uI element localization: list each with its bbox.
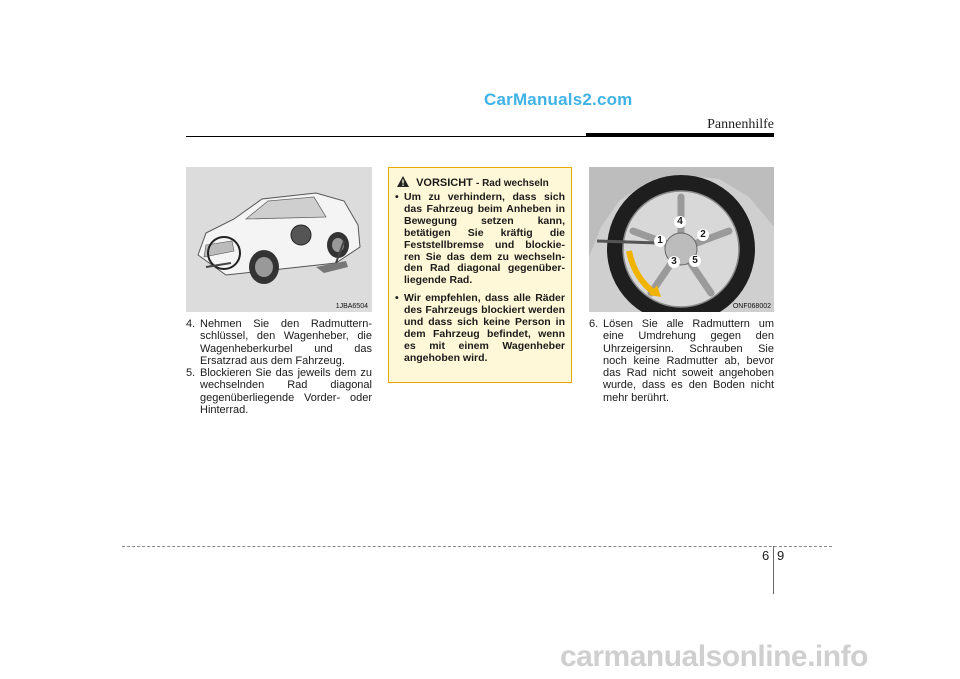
footer-dashed-rule [122,546,832,547]
step-number: 6. [589,318,599,330]
warning-triangle-icon [397,176,409,187]
bullet-icon: • [395,191,399,203]
step-number: 5. [186,367,196,380]
caution-box [388,167,572,383]
step-text: Lösen Sie alle Radmuttern um eine Umdrehung gegen den Uhrzeigersinn. Schrauben Sie noch keine Radmutter ab, bevor das Rad nicht soweit angehoben wurde, dass es den Boden nicht mehr berührt. [603,318,774,404]
caution-subtitle: - Rad wechseln [475,178,549,189]
lug-nut-label-1: 1 [654,235,666,247]
watermark-carmanualsonline: carmanualsonline.info [560,640,868,673]
step-6 [589,318,774,404]
header-rule-accent [586,133,774,137]
lug-nut-label-3: 3 [668,256,680,268]
step-5 [186,367,372,416]
lug-nut-label-2: 2 [697,229,709,241]
caution-item [395,192,565,287]
wheel-lugnut-figure [589,167,774,312]
step-number: 4. [186,318,196,330]
lug-nut-label-4: 4 [674,216,686,228]
chapter-number: 6 [762,548,770,563]
step-4 [186,318,372,367]
caution-item-text: Um zu verhindern, dass sich das Fahrzeug beim Anheben in Bewegung setzen kann, betätigen Sie kräftig die Feststellbremse und blockie-ren Sie das dem zu wechseln-den Rad diagonal gegenüber-liegende Rad. [404,191,565,287]
steps-right [589,318,774,404]
step-text: Blockieren Sie das jeweils dem zu wechselnden Rad diagonal gegenüberliegende Vorder- oder Hinterrad. [200,367,372,417]
caution-item [395,293,565,364]
lug-nut-label-5: 5 [689,255,701,267]
page-number: 9 [777,548,785,563]
watermark-carmanuals2: CarManuals2.com [484,90,633,109]
section-title: Pannenhilfe [707,117,774,132]
car-jack-figure [186,167,372,312]
car-illustration [186,167,372,312]
figure-code: ONF068002 [732,303,771,310]
caution-item-text: Wir empfehlen, dass alle Räder des Fahrzeugs blockiert werden und dass sich keine Person in dem Fahrzeug befindet, wenn es mit einem Wagenheber angehoben wird. [404,292,565,364]
caution-list [395,192,565,371]
wheel-illustration [589,167,774,312]
steps-left [186,318,372,416]
bullet-icon: • [395,292,399,305]
step-text: Nehmen Sie den Radmuttern-schlüssel, den Wagenheber, die Wagenheberkurbel und das Ersatzrad aus dem Fahrzeug. [200,318,372,367]
caution-title: VORSICHT [416,177,473,189]
caution-heading [397,176,549,189]
figure-code: 1JBA6504 [335,303,368,310]
footer-page-divider [773,546,774,594]
